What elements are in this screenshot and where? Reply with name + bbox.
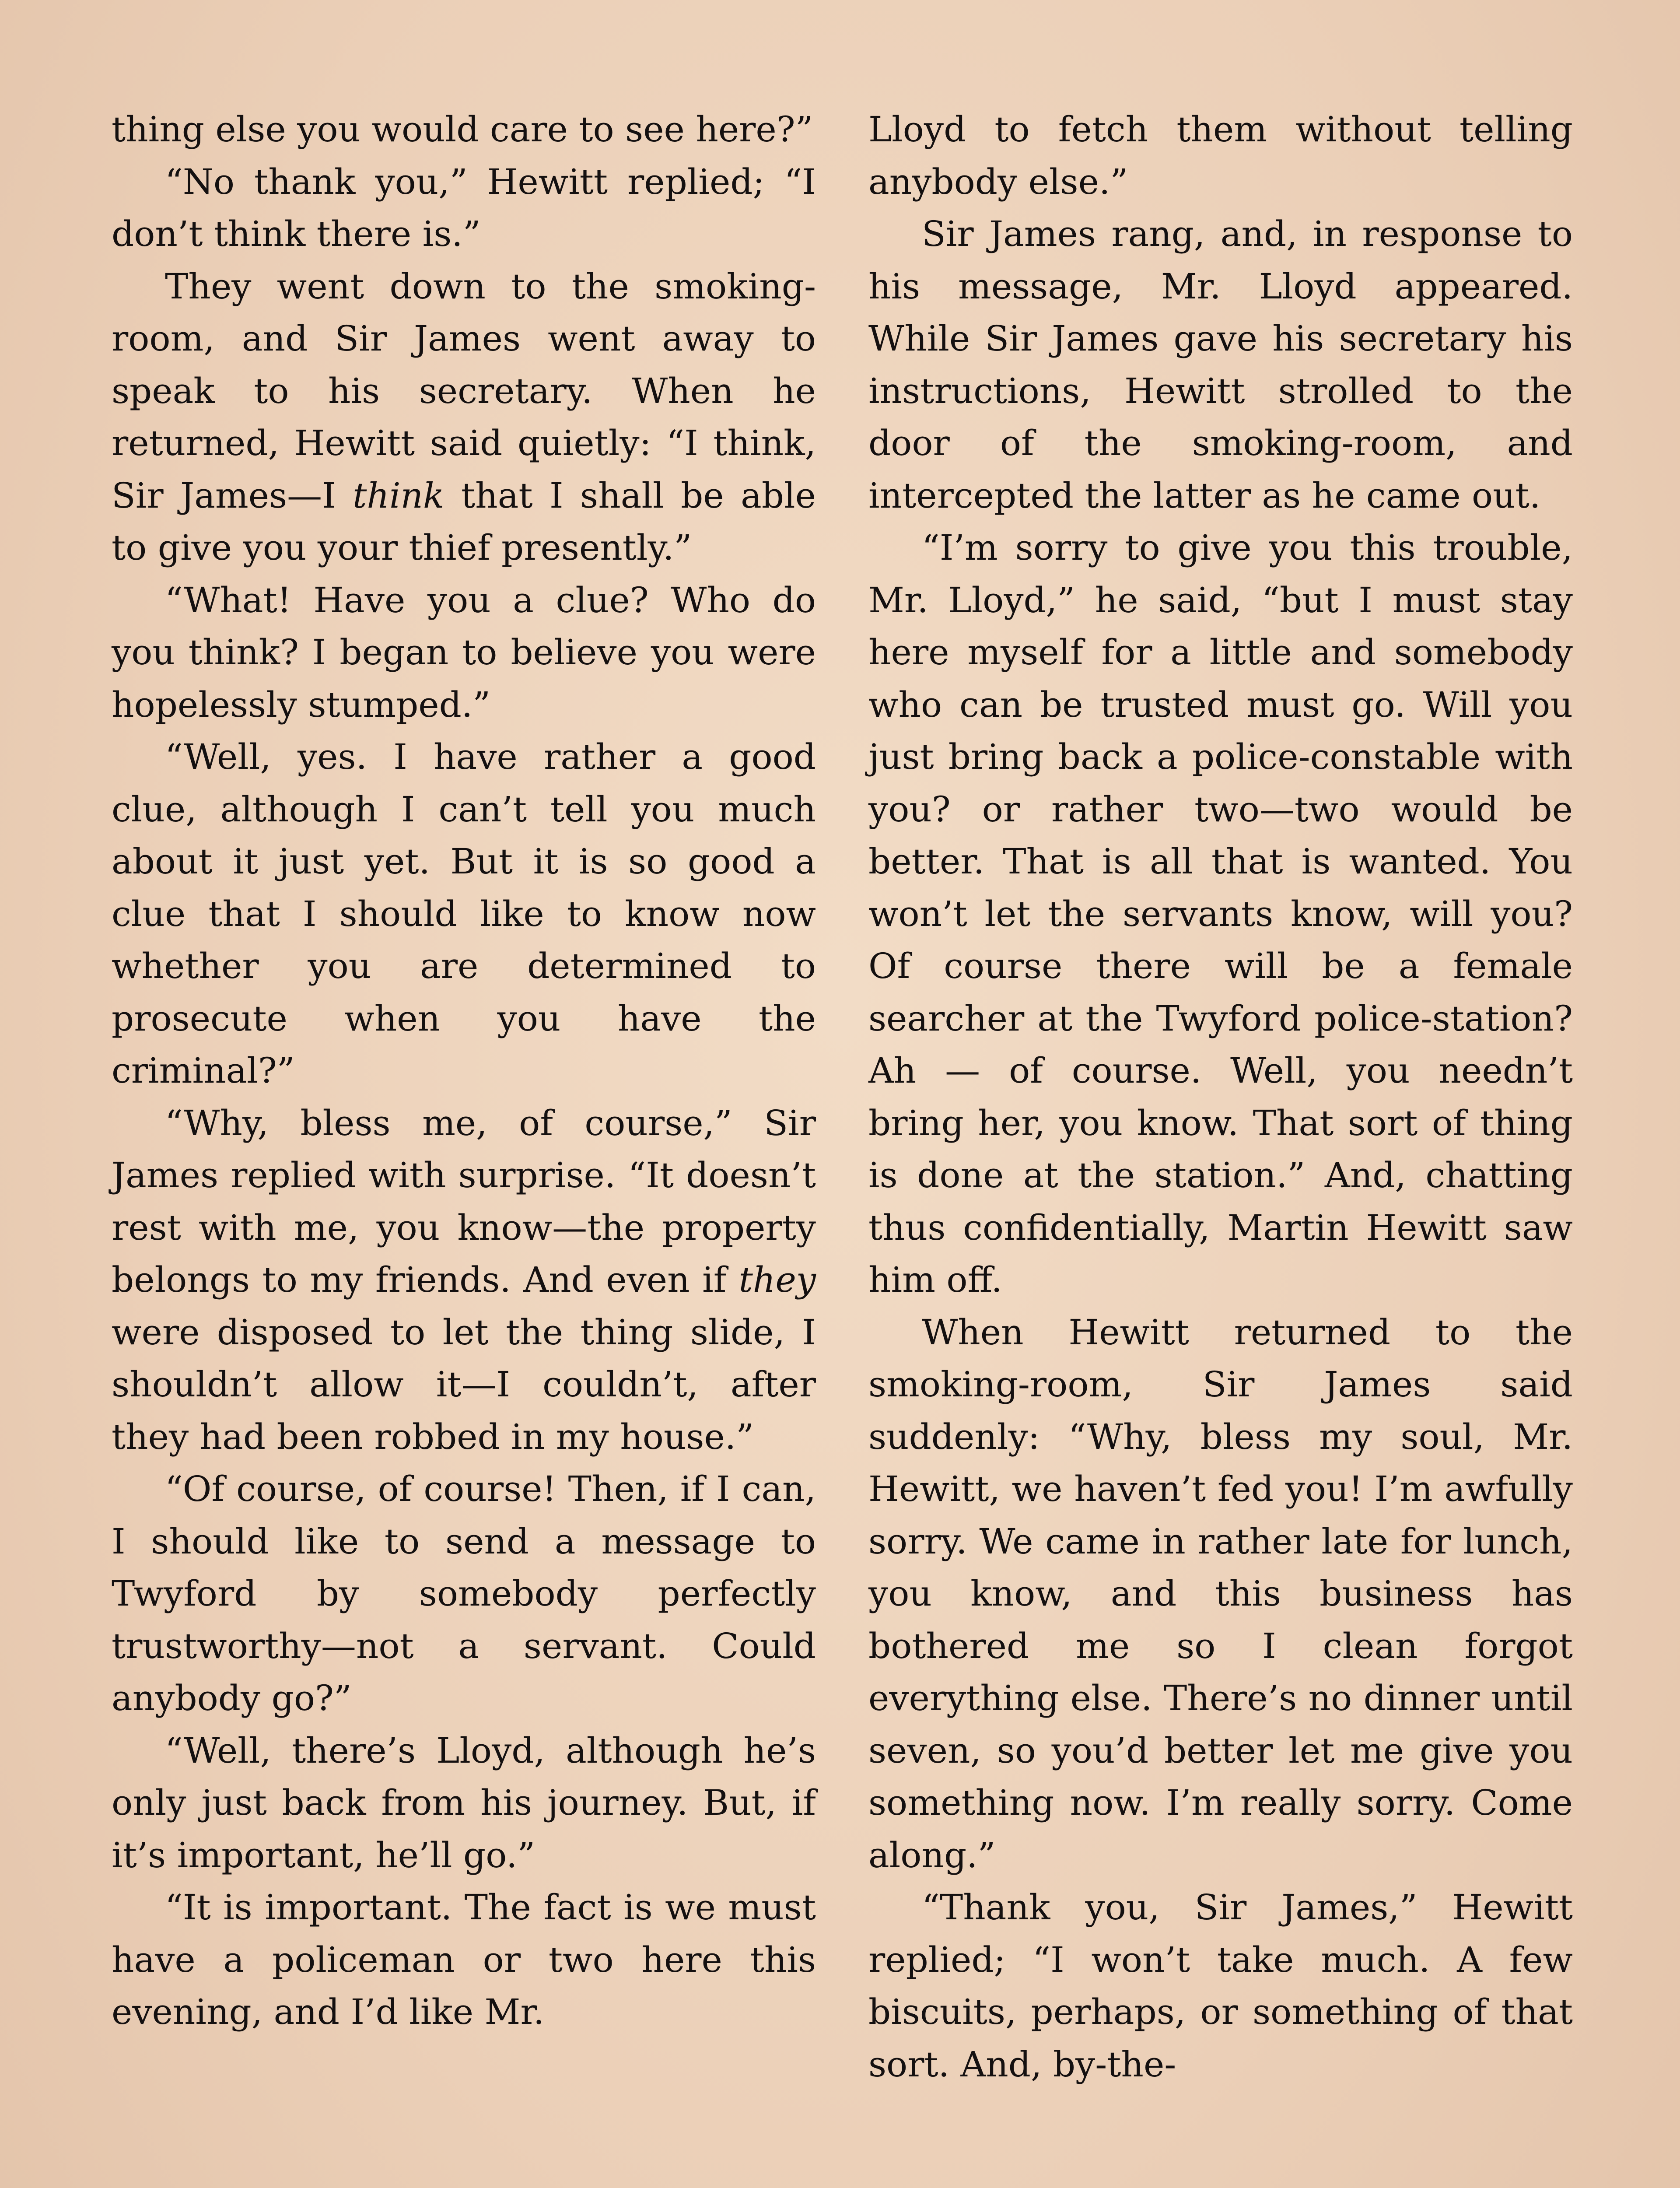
paragraph (112, 1097, 816, 1463)
italic-emphasis: think (353, 475, 444, 516)
text-run: that I shall be able to give you your thief presently.” (112, 475, 816, 568)
paragraph: “No thank you,” Hewitt replied; “I don’t think there is.” (112, 161, 816, 254)
right-text-column (868, 103, 1573, 2090)
paragraph: “It is important. The fact is we must have a policeman or two here this evening, and I’d like Mr. (112, 1887, 816, 2032)
left-text-column (112, 103, 816, 2038)
paragraph: thing else you would care to see here?” (112, 109, 813, 150)
italic-emphasis: they (738, 1259, 816, 1300)
paragraph: Sir James rang, and, in response to his message, Mr. Lloyd appeared. While Sir James gave his secretary his instructions, Hewitt strolled to the door of the smoking-room, and intercepted the latter as he came out. (868, 214, 1573, 516)
paragraph (112, 260, 816, 574)
paragraph: When Hewitt returned to the smoking-room, Sir James said suddenly: “Why, bless my soul, Mr. Hewitt, we haven’t fed you! I’m awfully sorry. We came in rather late for lunch, you know, and this business has bothered me so I clean forgot everything else. There’s no dinner until seven, so you’d better let me give you something now. I’m really sorry. Come along.” (868, 1311, 1573, 1876)
paragraph: “I’m sorry to give you this trouble, Mr. Lloyd,” he said, “but I must stay here myself for a little and somebody who can be trusted must go. Will you just bring back a police-constable with you? or rather two—two would be better. That is all that is wanted. You won’t let the servants know, will you? Of course there will be a female searcher at the Twyford police-station? Ah — of course. Well, you needn’t bring her, you know. That sort of thing is done at the station.” And, chatting thus confidentially, Martin Hewitt saw him off. (868, 527, 1573, 1300)
paragraph: “Of course, of course! Then, if I can, I should like to send a message to Twyford by somebody perfectly trustworthy—not a servant. Could anybody go?” (112, 1469, 816, 1718)
paragraph: “What! Have you a clue? Who do you think? I began to believe you were hopelessly stumped.” (112, 579, 816, 725)
paragraph: “Well, yes. I have rather a good clue, although I can’t tell you much about it just yet. But it is so good a clue that I should like to know now whether you are determined to prosecute when you have the criminal?” (112, 736, 816, 1091)
text-run: “Why, bless me, of course,” Sir James replied with surprise. “It doesn’t rest with me, you know—the property belongs to my friends. And even if (112, 1102, 816, 1300)
text-run: They went down to the smoking-room, and Sir James went away to speak to his secretary. When he returned, Hewitt said quietly: “I think, Sir James—I (112, 266, 816, 516)
paragraph: Lloyd to fetch them without telling anybody else.” (868, 109, 1573, 202)
paragraph: “Well, there’s Lloyd, although he’s only just back from his journey. But, if it’s important, he’ll go.” (112, 1730, 816, 1876)
text-run: were disposed to let the thing slide, I shouldn’t allow it—I couldn’t, after they had been robbed in my house.” (112, 1311, 816, 1457)
paragraph: “Thank you, Sir James,” Hewitt replied; “I won’t take much. A few biscuits, perhaps, or something of that sort. And, by-the- (868, 1887, 1573, 2085)
